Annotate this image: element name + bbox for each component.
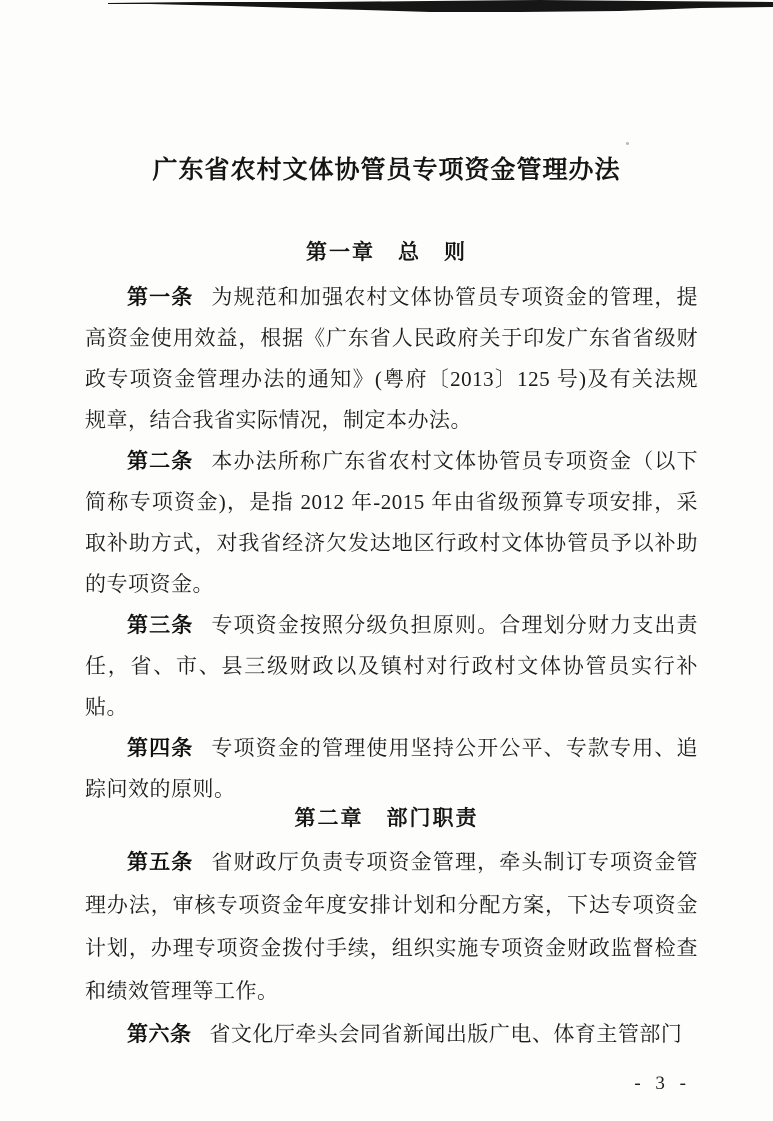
scan-artifact-top-edge (0, 0, 773, 18)
article-4-text: 专项资金的管理使用坚持公开公平、专款专用、追踪问效的原则。 (85, 736, 699, 801)
document-title: 广东省农村文体协管员专项资金管理办法 (152, 157, 621, 184)
article-6-text: 省文化厅牵头会同省新闻出版广电、体育主管部门 (209, 1022, 683, 1046)
article-2-label: 第二条 (127, 449, 194, 473)
chapter-2-heading: 第二章 部门职责 (294, 806, 479, 830)
article-6 (85, 1013, 698, 1056)
page-number: - 3 - (634, 1073, 691, 1094)
article-3 (85, 605, 698, 728)
article-2-text: 本办法所称广东省农村文体协管员专项资金（以下简称专项资金)，是指 2012 年-2015 年由省级预算专项安排，采取补助方式，对我省经济欠发达地区行政村文体协管员予以补助的专项资金。 (85, 449, 699, 596)
article-1-label: 第一条 (127, 285, 194, 309)
article-5 (85, 841, 698, 1013)
article-6-label: 第六条 (127, 1022, 192, 1046)
article-1 (85, 277, 698, 441)
chapter-1-body (85, 277, 698, 810)
article-5-label: 第五条 (127, 850, 194, 874)
article-3-label: 第三条 (127, 613, 194, 637)
article-4-label: 第四条 (127, 736, 194, 760)
chapter-1-heading: 第一章 总 则 (306, 240, 467, 264)
chapter-2-body (85, 841, 698, 1056)
article-5-text: 省财政厅负责专项资金管理，牵头制订专项资金管理办法，审核专项资金年度安排计划和分配方案，下达专项资金计划，办理专项资金拨付手续，组织实施专项资金财政监督检查和绩效管理等工作。 (85, 850, 699, 1003)
article-3-text: 专项资金按照分级负担原则。合理划分财力支出责任，省、市、县三级财政以及镇村对行政村文体协管员实行补贴。 (85, 613, 699, 719)
article-1-text: 为规范和加强农村文体协管员专项资金的管理，提高资金使用效益，根据《广东省人民政府关于印发广东省省级财政专项资金管理办法的通知》(粤府〔2013〕125 号)及有关法规规章，结合我省实际情况，制定本办法。 (85, 285, 699, 432)
scan-speck-artifact (626, 142, 629, 145)
article-2 (85, 441, 698, 605)
article-4 (85, 728, 698, 810)
